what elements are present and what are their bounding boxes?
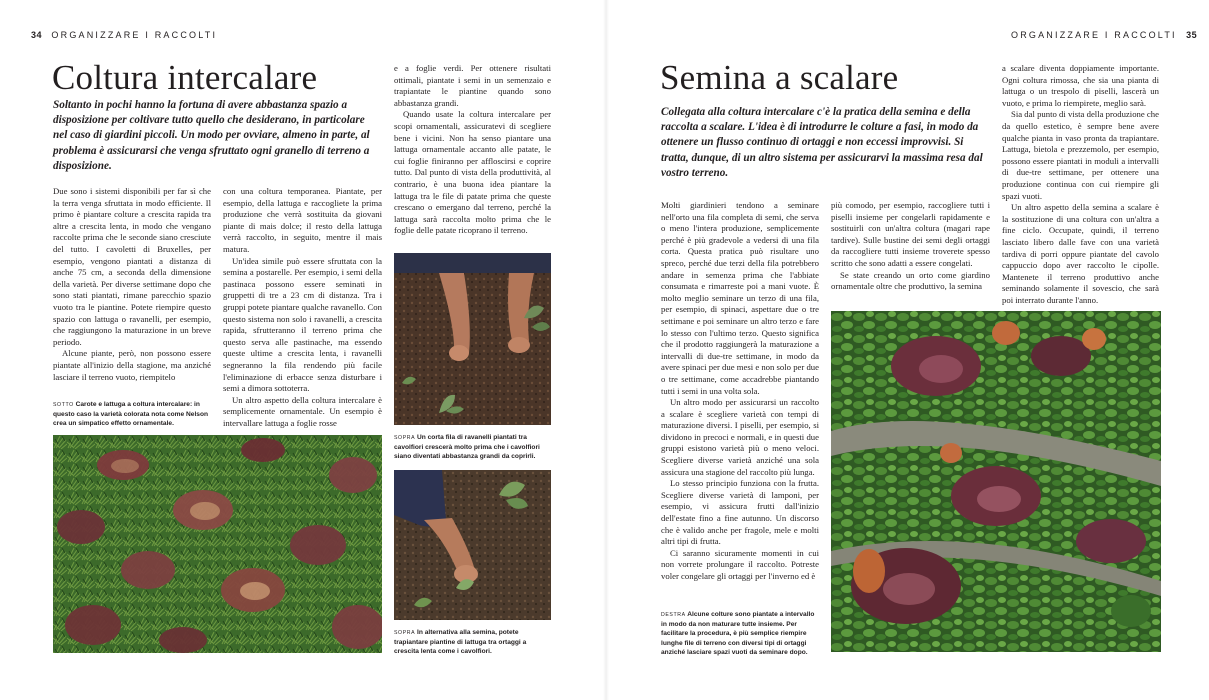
paragraph: Un altro modo per assicurarsi un raccolto a scalare è scegliere varietà con tempi di maturazione diversi. I piselli, per esempio, si dividono in precoci e normali, e in questi due gruppi esistono varietà più o meno veloci. Scegliere diverse varietà anziché una sola assicura una stagione del raccolto più lunga.: [661, 397, 819, 477]
photo-carrots-lettuce: [53, 435, 382, 653]
right-page-title: Semina a scalare: [660, 58, 899, 97]
left-running-head: [31, 30, 217, 40]
paragraph: più comodo, per esempio, raccogliere tutti i piselli insieme per congelarli rapidamente e sostituirli con un'altra coltura (magari rape tardive). Sulle bustine dei semi degli ortaggi da raccogliere tutti insieme troverete spesso scritto che sono adatti a essere congelati.: [831, 200, 990, 268]
paragraph: Un altro aspetto della coltura intercalare è semplicemente ornamentale. Un esempio è intervallare lattuga a foglie rosse: [223, 394, 382, 428]
left-section-title: ORGANIZZARE I RACCOLTI: [51, 30, 218, 40]
caption-text: Un corta fila di ravanelli piantati tra cavolfiori crescerà molto prima che i cavolfiori siano diventati abbastanza grandi da coprirli.: [394, 434, 540, 461]
right-running-head: [1011, 30, 1197, 40]
right-column-1: [661, 200, 819, 583]
caption-label: SOPRA: [394, 435, 416, 441]
caption-succession-garden: [661, 610, 819, 657]
paragraph: Alcune piante, però, non possono essere piantate all'inizio della stagione, ma anziché lasciare il terreno vuoto, riempitelo: [53, 348, 211, 382]
left-column-3: [394, 63, 551, 237]
paragraph: con una coltura temporanea. Piantate, per esempio, della lattuga e raccogliete la prima produzione che verrà sostituita da giovani piante di mais dolce; il resto della lattuga verrà raccolto, in seguito, mentre il mais matura.: [223, 186, 382, 254]
paragraph: Ci saranno sicuramente momenti in cui non vorrete prolungare il raccolto. Potreste voler congelare gli ortaggi per l'inverno ed è: [661, 547, 819, 581]
paragraph: a scalare diventa doppiamente importante. Ogni coltura rimossa, che sia una pianta di lattuga o un trespolo di piselli, lascerà un vuoto, e prima lo riempirete, meglio sarà.: [1002, 63, 1159, 108]
caption-label: SOPRA: [394, 630, 416, 636]
caption-carrots-lettuce: [53, 400, 211, 429]
left-intro: Soltanto in pochi hanno la fortuna di avere abbastanza spazio a disposizione per coltivare tutto quello che desiderano, in particolare nel caso di giardini piccoli. Un modo per ovviare, almeno in parte, al problema è assicurarsi che venga sfruttato ogni granello di terreno a disposizione.: [53, 99, 370, 172]
right-page-number: 35: [1186, 30, 1198, 40]
paragraph: Lo stesso principio funziona con la frutta. Scegliere diverse varietà di lamponi, per esempio, vi assicura frutti dall'inizio dell'estate fino a fine autunno. Un discorso che è valido anche per fragole, mele e molti altri tipi di frutta.: [661, 478, 819, 547]
paragraph: e a foglie verdi. Per ottenere risultati ottimali, piantate i semi in un semenzaio e trapiantate le piantine quando sono abbastanza grandi.: [394, 63, 551, 108]
right-column-3: [1002, 63, 1159, 306]
caption-text: Alcune colture sono piantate a intervallo in modo da non maturare tutte insieme. Per facilitare la procedura, è più semplice riempire lunghe file di terreno con diversi tipi di ortaggi anziché lasciare spazi vuoti da seminare dopo.: [661, 611, 815, 656]
caption-text: Carote e lattuga a coltura intercalare: in questo caso la varietà colorata nota come Nelson crea un simpatico effetto ornamentale.: [53, 401, 209, 428]
paragraph: Due sono i sistemi disponibili per far sì che la terra venga sfruttata in modo efficiente. Il primo è piantare colture a crescita rapida tra altre a crescita lenta, in modo che vengano raccolte prima che le seconde siano cresciute del tutto. I cavoletti di Bruxelles, per esempio, vengono piantati a distanza di anche 75 cm, a seconda della dimensione della varietà. Per diverse settimane dopo che sono stati piantati, rimane parecchio spazio vuoto tra le piantine. Potete riempire questo spazio con lattuga o ravanelli, per esempio, che raggiungono la maturazione in un breve periodo.: [53, 186, 211, 347]
left-column-2: [223, 186, 382, 429]
spine-gutter: [603, 0, 609, 700]
caption-text: In alternativa alla semina, potete trapiantare piantine di lattuga tra ortaggi a crescita lenta come i cavolfiori.: [394, 629, 527, 656]
photo-planting-radishes: [394, 253, 551, 425]
caption-transplanting: [394, 628, 551, 657]
paragraph: Un altro aspetto della semina a scalare è la sostituzione di una coltura con un'altra a fine ciclo. Occupate, quindi, il terreno lasciato libero dalle fave con una varietà tardiva di porri oppure piantate del cavolo cappuccio dopo aver raccolto le cipolle. Mantenete il terreno produttivo anche seminando solamente il sovescio, che sarà poi interrato durante l'anno.: [1002, 202, 1159, 305]
right-intro: Collegata alla coltura intercalare c'è la pratica della semina e della raccolta a scalare. L'idea è di introdurre le colture a fasi, in modo da ottenere un flusso continuo di ortaggi e non eccessi improvvisi. Si tratta, dunque, di un altro sistema per assicurarvi la massima resa dal vostro terreno.: [661, 106, 983, 179]
caption-radishes: [394, 433, 551, 462]
caption-label: DESTRA: [661, 612, 686, 618]
left-column-1: [53, 186, 211, 383]
photo-succession-garden: [831, 311, 1161, 652]
paragraph: Se state creando un orto come giardino ornamentale oltre che produttivo, la semina: [831, 269, 990, 292]
left-page-title: Coltura intercalare: [52, 58, 318, 97]
paragraph: Molti giardinieri tendono a seminare nell'orto una fila completa di semi, che serva o meno l'intera produzione, semplicemente perché è più gradevole a vedersi di una fila corta. Questa pratica può risultare uno spreco, perché due terzi della fila potrebbero andare in semenza prima che l'abbiate consumata e rimarreste poi a mani vuote. È molto meglio seminare un terzo di una fila, per esempio, di spinaci, aspettare due o tre settimane e poi seminare un altro terzo e fare lo stesso con l'ultimo terzo. Questo significa che il prodotto raggiungerà la maturazione a intervalli di due-tre settimane, in modo da avere spinaci per due mesi e non solo per due o tre settimane, come accadrebbe piantando tutti i semi in una volta sola.: [661, 200, 820, 396]
left-page-number: 34: [31, 30, 43, 40]
caption-label: SOTTO: [53, 402, 74, 408]
right-section-title: ORGANIZZARE I RACCOLTI: [1011, 30, 1177, 40]
photo-transplanting-lettuce: [394, 470, 551, 620]
paragraph: Un'idea simile può essere sfruttata con la semina a postarelle. Per esempio, i semi della pastinaca possono essere seminati in gruppetti di tre a 23 cm di distanza. Tra i gruppi potete piantare qualche ravanello. Con questo sistema non solo i ravanelli, a crescita rapida, sfrutteranno il terreno prima che questo serva alle pastinache, ma essendo queste ultime a crescita lenta, i ravanelli segneranno la fila rendendo più facile l'eliminazione di erbacce senza disturbare i semi a dimora sottoterra.: [223, 255, 382, 394]
right-column-2: [831, 200, 990, 293]
paragraph: Sia dal punto di vista della produzione che da quello estetico, è sempre bene avere qualche pianta in vaso pronta da trapiantare. Lattuga, bietola e prezzemolo, per esempio, possono essere piantati in moduli a intervalli di due-tre settimane, per ottenere una produzione continua con cui riempire gli spazi vuoti.: [1002, 109, 1159, 201]
paragraph: Quando usate la coltura intercalare per scopi ornamentali, assicuratevi di scegliere bene i vicini. Non ha senso piantare una lattuga ornamentale accanto alle patate, le cui foglie finiranno per affloscirsi e coprire tutto. Dal punto di vista della produttività, al contrario, è una buona idea piantare la lattuga tra le file di patate prima che queste crescano o emergano dal terreno, perché la lattuga sarà raccolta molto prima che le foglie delle patate ricoprano il terreno.: [394, 109, 551, 236]
